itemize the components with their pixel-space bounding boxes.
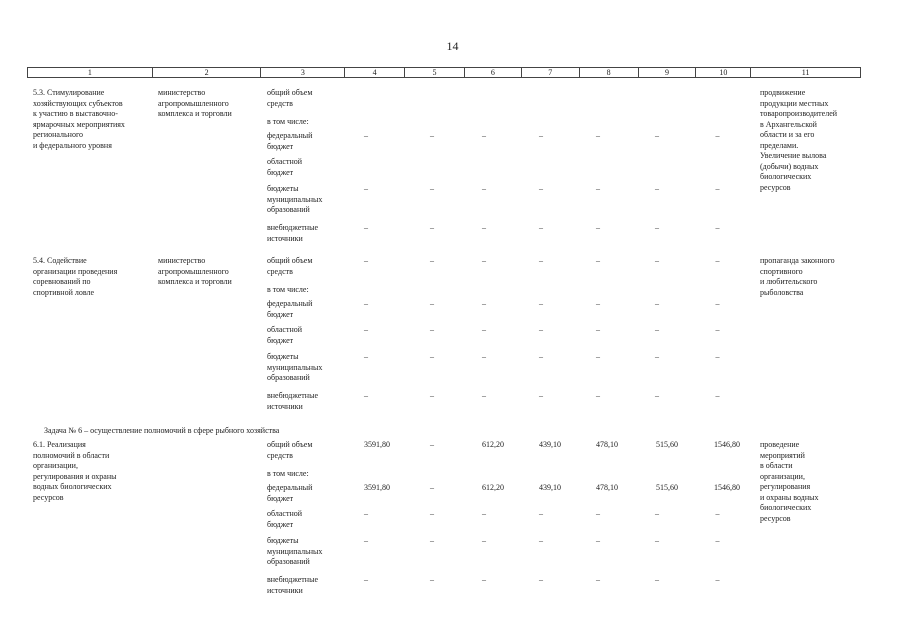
funding-value: –	[430, 440, 434, 449]
funding-value: –	[482, 536, 486, 545]
activity-name: 5.4. Содействие организации проведения соревнований по спортивной ловле	[33, 256, 118, 297]
funding-value: –	[596, 325, 600, 334]
funding-value: –	[539, 256, 543, 265]
funding-value: –	[430, 391, 434, 400]
funding-source-label: бюджеты муниципальных образований	[267, 184, 323, 214]
funding-value: –	[596, 256, 600, 265]
column-header-11: 11	[801, 68, 810, 77]
funding-value: –	[655, 256, 659, 265]
funding-value: –	[715, 256, 720, 265]
funding-value: –	[655, 299, 659, 308]
funding-value: –	[430, 352, 434, 361]
funding-value: –	[364, 184, 368, 193]
funding-value: 1546,80	[714, 483, 740, 492]
expected-result: продвижение продукции местных товаропроизводителей в Архангельской области и за его пределами. Увеличение вылова (добычи) водных биологических ресурсов	[760, 88, 838, 192]
funding-value: –	[715, 536, 720, 545]
funding-value: –	[539, 223, 543, 232]
funding-value: 439,10	[539, 483, 561, 492]
funding-value: –	[364, 325, 368, 334]
funding-value: –	[364, 509, 368, 518]
funding-value: –	[482, 509, 486, 518]
funding-value: –	[539, 325, 543, 334]
funding-value: –	[655, 352, 659, 361]
funding-value: 478,10	[596, 483, 618, 492]
funding-value: –	[715, 131, 720, 140]
funding-source-label: внебюджетные источники	[267, 391, 318, 411]
funding-value: –	[715, 575, 720, 584]
funding-value: –	[596, 131, 600, 140]
funding-source-label: общий объем средств	[267, 256, 313, 276]
funding-value: 612,20	[482, 440, 504, 449]
funding-value: –	[596, 391, 600, 400]
funding-value: –	[482, 391, 486, 400]
column-header-2: 2	[153, 68, 262, 77]
funding-value: –	[364, 391, 368, 400]
funding-value: –	[364, 223, 368, 232]
column-header-4: 4	[345, 68, 405, 77]
responsible-executor: министерство агропромышленного комплекса и торговли	[158, 88, 232, 118]
funding-value: –	[539, 299, 543, 308]
funding-value: –	[655, 536, 659, 545]
funding-value: –	[655, 575, 659, 584]
funding-value: –	[430, 299, 434, 308]
funding-source-label: внебюджетные источники	[267, 575, 318, 595]
funding-source-label: бюджеты муниципальных образований	[267, 352, 323, 382]
funding-value: –	[364, 299, 368, 308]
column-header-3: 3	[261, 68, 345, 77]
funding-value: –	[655, 131, 659, 140]
funding-value: –	[715, 223, 720, 232]
funding-value: –	[655, 391, 659, 400]
funding-value: 439,10	[539, 440, 561, 449]
expected-result: пропаганда законного спортивного и любительского рыболовства	[760, 256, 835, 297]
funding-value: 478,10	[596, 440, 618, 449]
funding-value: –	[430, 509, 434, 518]
funding-value: –	[430, 483, 434, 492]
column-header-10: 10	[696, 68, 751, 77]
funding-source-label: в том числе:	[267, 285, 309, 294]
funding-value: –	[715, 299, 720, 308]
table-header-row	[27, 67, 861, 78]
funding-value: –	[430, 131, 434, 140]
funding-value: –	[482, 325, 486, 334]
funding-value: –	[596, 299, 600, 308]
funding-value: –	[715, 352, 720, 361]
funding-source-label: федеральный бюджет	[267, 299, 313, 319]
funding-value: –	[539, 536, 543, 545]
funding-source-label: общий объем средств	[267, 440, 313, 460]
funding-value: –	[715, 391, 720, 400]
activity-name: 6.1. Реализация полномочий в области организации, регулирования и охраны водных биологических ресурсов	[33, 440, 117, 502]
activity-name: 5.3. Стимулирование хозяйствующих субъектов к участию в выставочно- ярмарочных мероприятиях регионального и федерального уровня	[33, 88, 125, 150]
funding-value: –	[715, 509, 720, 518]
funding-value: –	[482, 184, 486, 193]
funding-value: –	[539, 575, 543, 584]
column-header-6: 6	[465, 68, 522, 77]
funding-value: –	[655, 509, 659, 518]
funding-value: –	[482, 256, 486, 265]
funding-source-label: федеральный бюджет	[267, 131, 313, 151]
task-6-title: Задача № 6 – осуществление полномочий в сфере рыбного хозяйства	[44, 426, 280, 435]
funding-value: –	[539, 184, 543, 193]
funding-value: –	[655, 325, 659, 334]
funding-value: 3591,80	[364, 440, 390, 449]
funding-source-label: внебюджетные источники	[267, 223, 318, 243]
funding-value: –	[715, 325, 720, 334]
funding-value: –	[430, 223, 434, 232]
funding-value: –	[364, 536, 368, 545]
funding-value: –	[364, 131, 368, 140]
funding-value: –	[596, 509, 600, 518]
funding-value: –	[430, 536, 434, 545]
funding-value: –	[715, 184, 720, 193]
funding-value: 515,60	[656, 440, 678, 449]
funding-value: –	[596, 223, 600, 232]
funding-value: –	[539, 131, 543, 140]
responsible-executor: министерство агропромышленного комплекса и торговли	[158, 256, 232, 286]
funding-source-label: областной бюджет	[267, 509, 303, 529]
funding-value: –	[655, 184, 659, 193]
page-number: 14	[446, 39, 459, 53]
funding-value: –	[596, 352, 600, 361]
funding-value: –	[430, 575, 434, 584]
funding-value: 515,60	[656, 483, 678, 492]
expected-result: проведение мероприятий в области организации, регулирования и охраны водных биологических ресурсов	[760, 440, 819, 523]
column-header-8: 8	[580, 68, 639, 77]
funding-value: 612,20	[482, 483, 504, 492]
column-header-9: 9	[639, 68, 697, 77]
funding-value: –	[539, 391, 543, 400]
column-header-5: 5	[405, 68, 465, 77]
funding-source-label: областной бюджет	[267, 325, 303, 345]
funding-value: –	[430, 325, 434, 334]
funding-value: –	[539, 509, 543, 518]
funding-value: –	[596, 536, 600, 545]
funding-value: –	[482, 131, 486, 140]
funding-value: –	[430, 256, 434, 265]
funding-value: –	[596, 184, 600, 193]
funding-value: –	[482, 223, 486, 232]
funding-value: –	[655, 223, 659, 232]
funding-value: –	[596, 575, 600, 584]
funding-value: –	[482, 299, 486, 308]
funding-source-label: областной бюджет	[267, 157, 303, 177]
funding-source-label: в том числе:	[267, 469, 309, 478]
funding-source-label: федеральный бюджет	[267, 483, 313, 503]
column-header-7: 7	[522, 68, 580, 77]
funding-source-label: бюджеты муниципальных образований	[267, 536, 323, 566]
funding-source-label: общий объем средств	[267, 88, 313, 108]
funding-value: –	[482, 575, 486, 584]
funding-value: –	[539, 352, 543, 361]
funding-value: –	[482, 352, 486, 361]
funding-source-label: в том числе:	[267, 117, 309, 126]
funding-value: 3591,80	[364, 483, 390, 492]
funding-value: –	[364, 352, 368, 361]
funding-value: –	[364, 575, 368, 584]
funding-value: –	[430, 184, 434, 193]
funding-value: 1546,80	[714, 440, 740, 449]
column-header-1: 1	[28, 68, 153, 77]
funding-value: –	[364, 256, 368, 265]
